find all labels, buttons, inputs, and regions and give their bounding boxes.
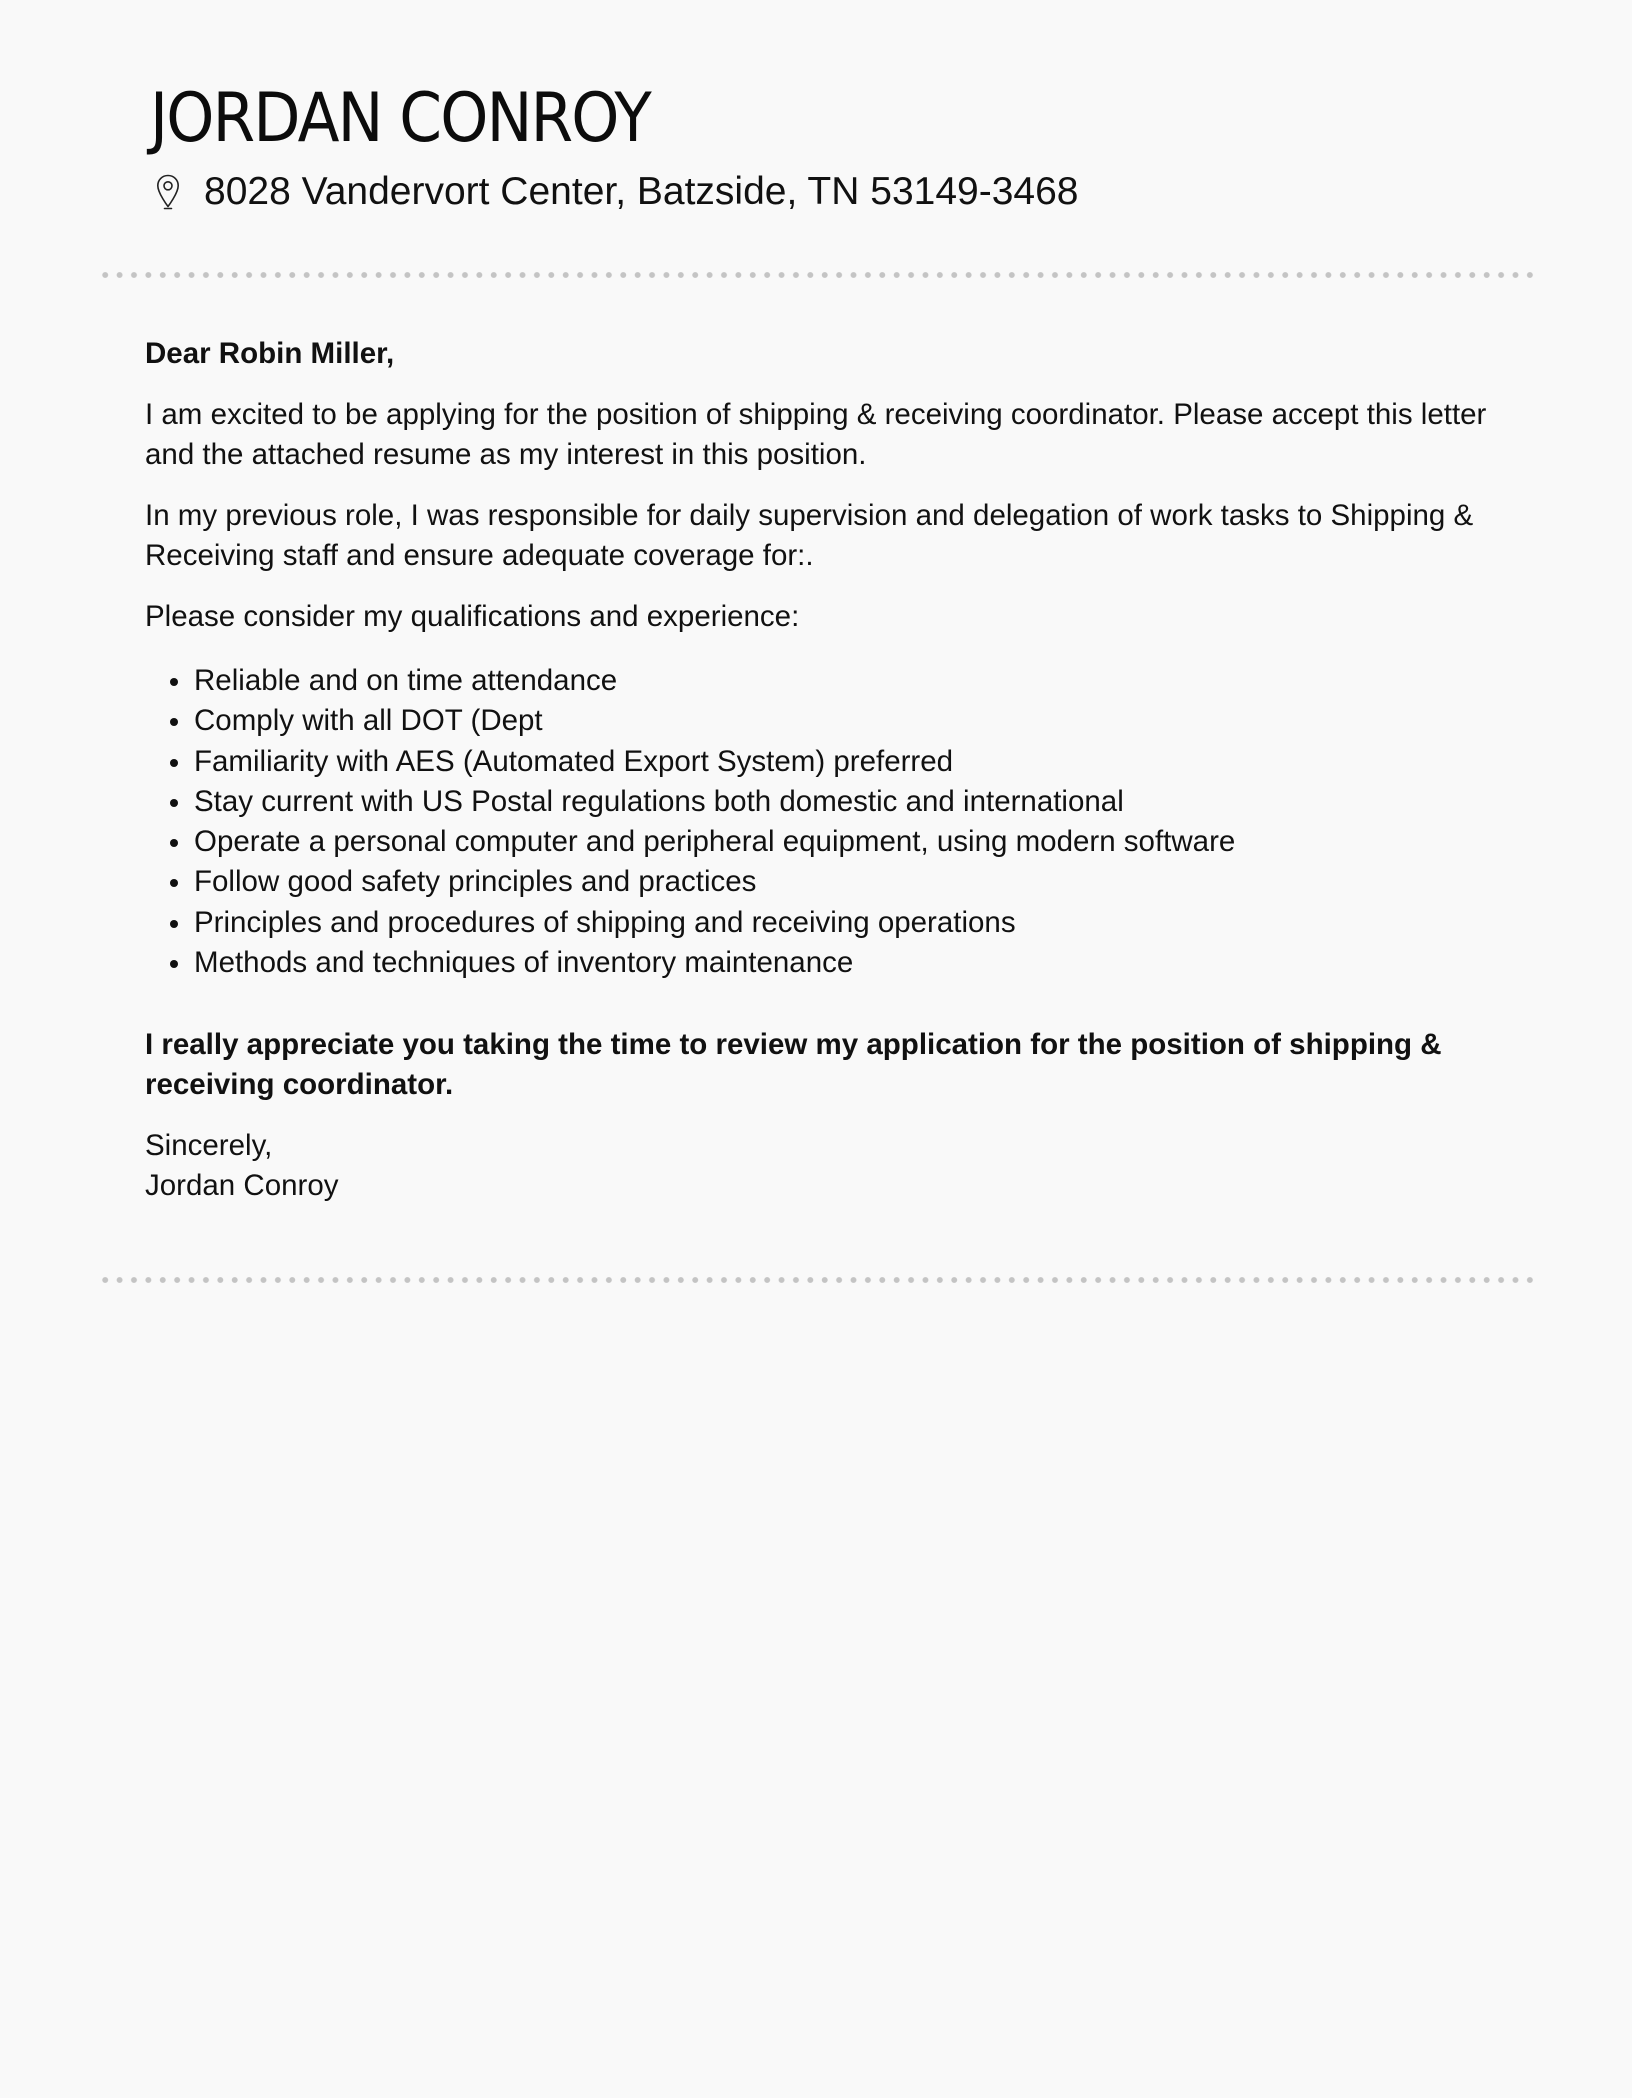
signoff: Sincerely, [145, 1129, 273, 1163]
closing-statement: I really appreciate you taking the time to review my application for the position of shipping & receiving coordinator. [145, 1028, 1442, 1102]
list-item: Operate a personal computer and peripheral equipment, using modern software [145, 822, 1495, 862]
applicant-address: 8028 Vandervort Center, Batzside, TN 53149-3468 [204, 170, 1079, 213]
address-row [150, 168, 1500, 216]
list-item: Familiarity with AES (Automated Export System) preferred [145, 742, 1495, 782]
list-item: Stay current with US Postal regulations both domestic and international [145, 782, 1495, 822]
letter-body [145, 334, 1495, 1206]
bottom-dotted-divider [98, 1277, 1534, 1283]
top-dotted-divider [98, 272, 1534, 278]
map-pin-icon [156, 174, 180, 210]
list-item: Reliable and on time attendance [145, 661, 1495, 701]
list-item: Follow good safety principles and practices [145, 862, 1495, 902]
qualifications-intro: Please consider my qualifications and experience: [145, 600, 800, 633]
qualifications-list [145, 661, 1495, 983]
salutation: Dear Robin Miller, [145, 337, 395, 370]
intro-paragraph: I am excited to be applying for the position of shipping & receiving coordinator. Please accept this letter and the attached resume as my interest in this position. [145, 398, 1487, 471]
signature: Jordan Conroy [145, 1169, 339, 1203]
experience-paragraph: In my previous role, I was responsible for daily supervision and delegation of work tasks to Shipping & Receiving staff and ensure adequate coverage for:. [145, 499, 1474, 572]
applicant-name: JORDAN CONROY [150, 79, 650, 158]
list-item: Methods and techniques of inventory maintenance [145, 943, 1495, 983]
list-item: Principles and procedures of shipping and receiving operations [145, 903, 1495, 943]
letter-header [150, 78, 1500, 216]
signoff-block [145, 1126, 1495, 1206]
list-item: Comply with all DOT (Dept [145, 701, 1495, 741]
